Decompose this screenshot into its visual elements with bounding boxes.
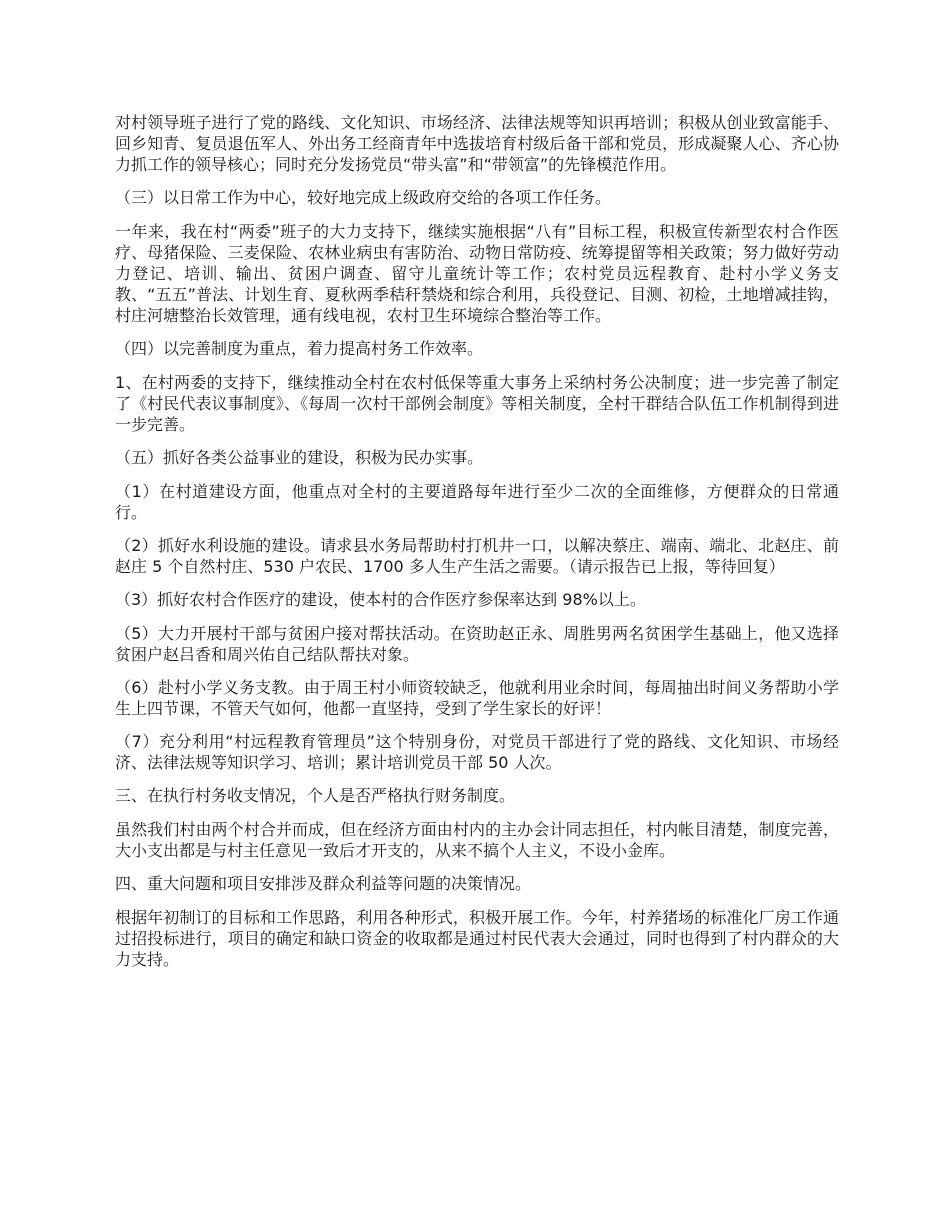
heading-part-three: 三、在执行村务收支情况，个人是否严格执行财务制度。: [115, 786, 516, 805]
paragraph-medical-insurance: （3）抓好农村合作医疗的建设，使本村的合作医疗参保率达到 98%以上。: [115, 590, 646, 609]
paragraph-yearly-work: 一年来，我在村“两委”班子的大力支持下，继续实施根据“八有”目标工程，积极宣传新型农村合作医疗、母猪保险、三麦保险、农林业病虫有害防治、动物日常防疫、统筹提留等相关政策；努力做好劳动力登记、培训、输出、贫困户调查、留守儿童统计等工作；农村党员远程教育、赴村小学义务支教、“五五”普法、计划生育、夏秋两季秸秆禁烧和综合利用，兵役登记、目测、初检，土地增减挂钩，村庄河塘整治长效管理，通有线电视，农村卫生环境综合整治等工作。: [115, 222, 839, 325]
paragraph-system-improvement: 1、在村两委的支持下，继续推动全村在农村低保等重大事务上采纳村务公决制度；进一步完善了制定了《村民代表议事制度》、《每周一次村干部例会制度》等相关制度，全村干群结合队伍工作机制得到进一步完善。: [115, 373, 839, 434]
paragraph-decision-making: 根据年初制订的目标和工作思路，利用各种形式，积极开展工作。今年，村养猪场的标准化厂房工作通过招投标进行，项目的确定和缺口资金的收取都是通过村民代表大会通过，同时也得到了村内群众的大力支持。: [115, 908, 839, 969]
paragraph-road-construction: （1）在村道建设方面，他重点对全村的主要道路每年进行至少二次的全面维修，方便群众的日常通行。: [115, 482, 839, 522]
heading-section-three: （三）以日常工作为中心，较好地完成上级政府交给的各项工作任务。: [115, 188, 612, 207]
document-page: [115, 112, 839, 982]
heading-part-four: 四、重大问题和项目安排涉及群众利益等问题的决策情况。: [115, 874, 532, 893]
paragraph-poverty-assistance: （5）大力开展村干部与贫困户接对帮扶活动。在资助赵正永、周胜男两名贫困学生基础上，他又选择贫困户赵吕香和周兴佑自己结队帮扶对象。: [115, 624, 839, 664]
paragraph-volunteer-teaching: （6）赴村小学义务支教。由于周王村小师资较缺乏，他就利用业余时间，每周抽出时间义务帮助小学生上四节课，不管天气如何，他都一直坚持，受到了学生家长的好评！: [115, 678, 839, 718]
paragraph-leadership-training: 对村领导班子进行了党的路线、文化知识、市场经济、法律法规等知识再培训；积极从创业致富能手、回乡知青、复员退伍军人、外出务工经商青年中选拔培育村级后备干部和党员，形成凝聚人心、齐心协力抓工作的领导核心；同时充分发扬党员“带头富”和“带领富”的先锋模范作用。: [115, 113, 839, 174]
paragraph-remote-education: （7）充分利用“村远程教育管理员”这个特别身份，对党员干部进行了党的路线、文化知识、市场经济、法律法规等知识学习、培训；累计培训党员干部 50 人次。: [115, 732, 839, 772]
heading-section-four: （四）以完善制度为重点，着力提高村务工作效率。: [115, 339, 484, 358]
paragraph-financial-system: 虽然我们村由两个村合并而成，但在经济方面由村内的主办会计同志担任，村内帐目清楚，制度完善，大小支出都是与村主任意见一致后才开支的，从来不搞个人主义，不设小金库。: [115, 820, 839, 860]
heading-section-five: （五）抓好各类公益事业的建设，积极为民办实事。: [115, 448, 484, 467]
paragraph-water-facilities: （2）抓好水利设施的建设。请求县水务局帮助村打机井一口，以解决蔡庄、端南、端北、北赵庄、前赵庄 5 个自然村庄、530 户农民、1700 多人生产生活之需要。（请示报告已上报，等待回复）: [115, 536, 839, 576]
